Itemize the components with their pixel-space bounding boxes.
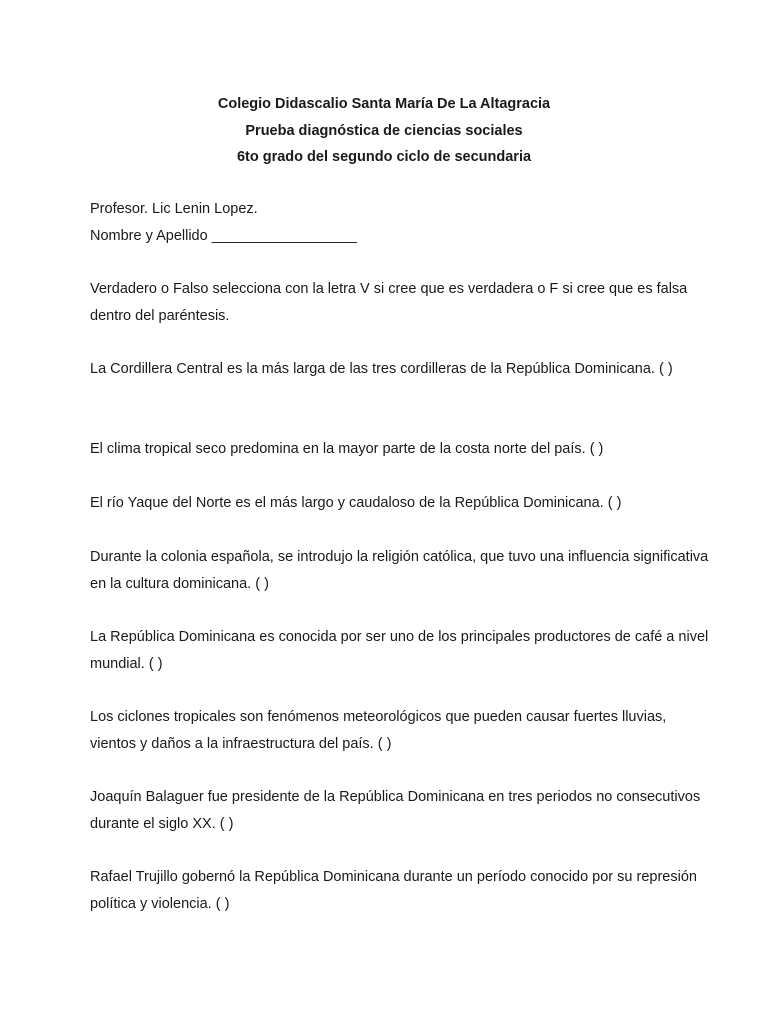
grade-level: 6to grado del segundo ciclo de secundaria bbox=[236, 149, 532, 165]
name-field-line: Nombre y Apellido __________________ bbox=[90, 227, 357, 244]
question-2 bbox=[90, 436, 710, 463]
instructions-text: Verdadero o Falso selecciona con la letra V si cree que es verdadera o F si cree que es falsa dentro del paréntesis. bbox=[90, 281, 688, 324]
test-title: Prueba diagnóstica de ciencias sociales bbox=[245, 122, 523, 139]
question-5 bbox=[90, 624, 710, 677]
document-header bbox=[0, 91, 768, 171]
student-info bbox=[90, 196, 710, 249]
question-3 bbox=[90, 490, 710, 517]
school-name: Colegio Didascalio Santa María De La Altagracia bbox=[217, 96, 551, 112]
question-text: Joaquín Balaguer fue presidente de la República Dominicana en tres periodos no consecutivos durante el siglo XX. ( ) bbox=[90, 789, 701, 832]
question-text: La Cordillera Central es la más larga de las tres cordilleras de la República Dominicana. ( ) bbox=[90, 361, 673, 377]
question-text: El clima tropical seco predomina en la mayor parte de la costa norte del país. ( ) bbox=[90, 441, 604, 457]
question-text: La República Dominicana es conocida por ser uno de los principales productores de café a nivel mundial. ( ) bbox=[90, 629, 709, 672]
question-text: Durante la colonia española, se introdujo la religión católica, que tuvo una influencia significativa en la cultura dominicana. ( ) bbox=[90, 549, 709, 592]
question-text: Los ciclones tropicales son fenómenos meteorológicos que pueden causar fuertes lluvias, vientos y daños a la infraestructura del país. ( ) bbox=[90, 709, 667, 752]
question-7 bbox=[90, 784, 710, 837]
question-4 bbox=[90, 544, 710, 597]
teacher-line: Profesor. Lic Lenin Lopez. bbox=[90, 201, 258, 217]
question-8 bbox=[90, 864, 710, 917]
question-text: El río Yaque del Norte es el más largo y caudaloso de la República Dominicana. ( ) bbox=[90, 495, 622, 511]
question-text: Rafael Trujillo gobernó la República Dominicana durante un período conocido por su represión política y violencia. ( ) bbox=[90, 869, 697, 912]
question-6 bbox=[90, 704, 710, 757]
instructions bbox=[90, 276, 710, 329]
question-1 bbox=[90, 356, 710, 383]
